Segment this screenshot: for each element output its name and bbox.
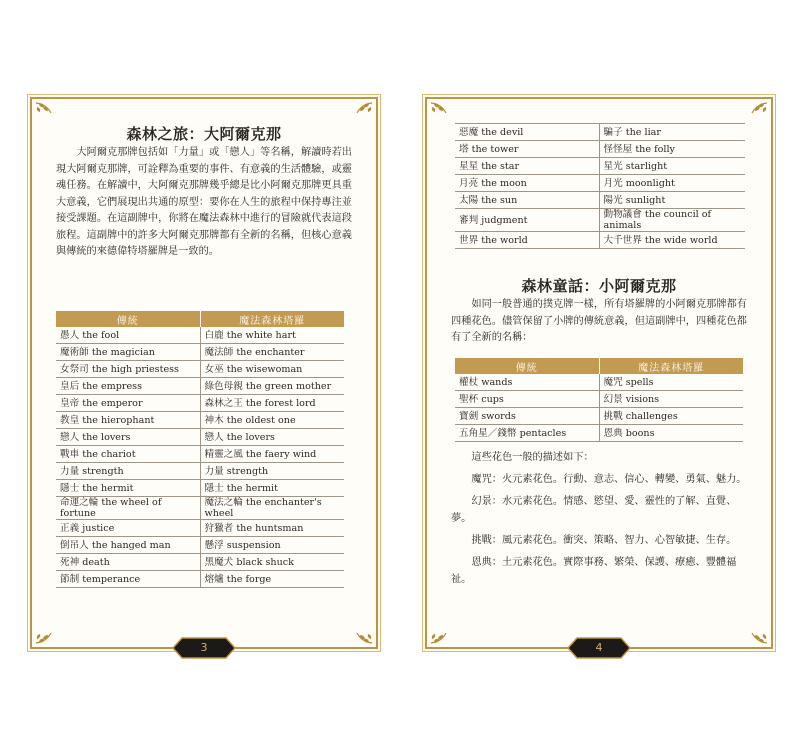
table-row <box>455 124 745 141</box>
leaf-ornament-icon <box>34 101 54 121</box>
traditional-suit: 寶劍 swords <box>455 408 599 425</box>
table-row <box>56 554 344 571</box>
traditional-card: 星星 the star <box>455 158 599 175</box>
traditional-suit: 聖杯 cups <box>455 391 599 408</box>
forest-card: 魔法之輪 the enchanter's wheel <box>200 497 344 520</box>
table-row <box>455 141 745 158</box>
forest-card: 力量 strength <box>200 463 344 480</box>
table-row <box>56 327 344 344</box>
forest-card: 怪怪屋 the folly <box>599 141 745 158</box>
minor-arcana-suits-table <box>455 358 743 442</box>
table-row <box>56 412 344 429</box>
leaf-ornament-icon <box>429 625 449 645</box>
forest-card: 陽光 sunlight <box>599 192 745 209</box>
leaf-ornament-icon <box>429 101 449 121</box>
forest-card: 隱士 the hermit <box>200 480 344 497</box>
intro-paragraph: 如同一般普通的撲克牌一樣，所有塔羅牌的小阿爾克那牌都有四種花色。儘管保留了小牌的傳統意義，但這副牌中，四種花色都有了全新的名稱： <box>451 299 747 343</box>
traditional-card: 愚人 the fool <box>56 327 200 344</box>
forest-card: 動物議會 the council of animals <box>599 209 745 232</box>
forest-suit: 恩典 boons <box>599 425 743 442</box>
challenges-description: 挑戰：風元素花色。衝突、策略、智力、心智敏捷、生存。 <box>471 535 737 546</box>
traditional-card: 死神 death <box>56 554 200 571</box>
forest-card: 神木 the oldest one <box>200 412 344 429</box>
table-row <box>455 391 743 408</box>
traditional-card: 惡魔 the devil <box>455 124 599 141</box>
forest-card: 熔爐 the forge <box>200 571 344 588</box>
leaf-ornament-icon <box>34 625 54 645</box>
table-row <box>455 158 745 175</box>
table-row <box>56 395 344 412</box>
table-header-row <box>56 311 344 327</box>
forest-card: 星光 starlight <box>599 158 745 175</box>
forest-card: 女巫 the wisewoman <box>200 361 344 378</box>
table-row <box>455 232 745 249</box>
table-row <box>455 408 743 425</box>
forest-card: 白鹿 the white hart <box>200 327 344 344</box>
leaf-ornament-icon <box>749 625 769 645</box>
forest-card: 戀人 the lovers <box>200 429 344 446</box>
traditional-card: 審判 judgment <box>455 209 599 232</box>
table-row <box>455 192 745 209</box>
forest-suit: 幻景 visions <box>599 391 743 408</box>
traditional-card: 女祭司 the high priestess <box>56 361 200 378</box>
leaf-ornament-icon <box>749 101 769 121</box>
table-row <box>56 344 344 361</box>
traditional-suit: 五角星／錢幣 pentacles <box>455 425 599 442</box>
column-header: 魔法森林塔羅 <box>200 311 344 327</box>
forest-suit: 挑戰 challenges <box>599 408 743 425</box>
traditional-card: 隱士 the hermit <box>56 480 200 497</box>
forest-card: 大千世界 the wide world <box>599 232 745 249</box>
forest-suit: 魔咒 spells <box>599 374 743 391</box>
traditional-card: 太陽 the sun <box>455 192 599 209</box>
forest-card: 懸浮 suspension <box>200 537 344 554</box>
column-header: 傳統 <box>455 358 599 374</box>
right-page <box>425 97 773 654</box>
traditional-card: 戀人 the lovers <box>56 429 200 446</box>
spells-description: 魔咒：火元素花色。行動、意志、信心、轉變、勇氣、魅力。 <box>471 474 747 485</box>
forest-card: 森林之王 the forest lord <box>200 395 344 412</box>
page-title: 森林之旅：大阿爾克那 <box>126 125 282 143</box>
table-row <box>56 463 344 480</box>
forest-card: 狩獵者 the huntsman <box>200 520 344 537</box>
table-row <box>56 537 344 554</box>
description-intro: 這些花色一般的描述如下： <box>471 452 594 463</box>
major-arcana-table-continued <box>455 123 745 249</box>
left-page <box>30 97 378 654</box>
table-row <box>56 571 344 588</box>
traditional-card: 皇后 the empress <box>56 378 200 395</box>
page-number: 3 <box>200 641 208 654</box>
traditional-card: 魔術師 the magician <box>56 344 200 361</box>
traditional-card: 月亮 the moon <box>455 175 599 192</box>
suit-descriptions <box>451 449 747 593</box>
table-row <box>56 446 344 463</box>
table-header-row <box>455 358 743 374</box>
table-row <box>455 374 743 391</box>
traditional-card: 正義 justice <box>56 520 200 537</box>
table-row <box>455 175 745 192</box>
traditional-card: 節制 temperance <box>56 571 200 588</box>
forest-card: 黑魔犬 black shuck <box>200 554 344 571</box>
traditional-card: 教皇 the hierophant <box>56 412 200 429</box>
forest-card: 精靈之風 the faery wind <box>200 446 344 463</box>
visions-description: 幻景：水元素花色。情感、慾望、愛、靈性的了解、直覺、夢。 <box>451 496 737 524</box>
traditional-card: 力量 strength <box>56 463 200 480</box>
column-header: 傳統 <box>56 311 200 327</box>
table-row <box>56 378 344 395</box>
leaf-ornament-icon <box>354 101 374 121</box>
table-row <box>56 429 344 446</box>
traditional-card: 戰車 the chariot <box>56 446 200 463</box>
forest-card: 綠色母親 the green mother <box>200 378 344 395</box>
table-row <box>56 520 344 537</box>
traditional-card: 命運之輪 the wheel of fortune <box>56 497 200 520</box>
table-row <box>56 361 344 378</box>
page-number: 4 <box>595 641 603 654</box>
traditional-suit: 權杖 wands <box>455 374 599 391</box>
table-row <box>455 425 743 442</box>
section-title: 森林童話：小阿爾克那 <box>521 277 677 295</box>
page-number-badge <box>172 637 236 659</box>
forest-card: 月光 moonlight <box>599 175 745 192</box>
traditional-card: 塔 the tower <box>455 141 599 158</box>
boons-description: 恩典：土元素花色。實際事務、繁榮、保護、療癒、豐體福祉。 <box>451 557 737 585</box>
leaf-ornament-icon <box>354 625 374 645</box>
table-row <box>56 480 344 497</box>
major-arcana-table <box>56 311 344 588</box>
intro-paragraph: 大阿爾克那牌包括如「力量」或「戀人」等名稱，解讀時若出現大阿爾克那牌，可詮釋為重要的事件、有意義的生活體驗，或靈魂任務。在解讀中，大阿爾克那牌幾乎總是比小阿爾克那牌更具重大意義，它們展現出共通的原型：要你在人生的旅程中保持專注並接受課題。在這副牌中，你將在魔法森林中進行的冒險就代表這段旅程。這副牌中的許多大阿爾克那牌都有全新的名稱，但核心意義與傳統的來德偉特塔羅牌是一致的。 <box>56 147 352 257</box>
table-row <box>56 497 344 520</box>
traditional-card: 倒吊人 the hanged man <box>56 537 200 554</box>
traditional-card: 世界 the world <box>455 232 599 249</box>
forest-card: 魔法師 the enchanter <box>200 344 344 361</box>
forest-card: 騙子 the liar <box>599 124 745 141</box>
page-number-badge <box>567 637 631 659</box>
column-header: 魔法森林塔羅 <box>599 358 743 374</box>
traditional-card: 皇帝 the emperor <box>56 395 200 412</box>
table-row <box>455 209 745 232</box>
